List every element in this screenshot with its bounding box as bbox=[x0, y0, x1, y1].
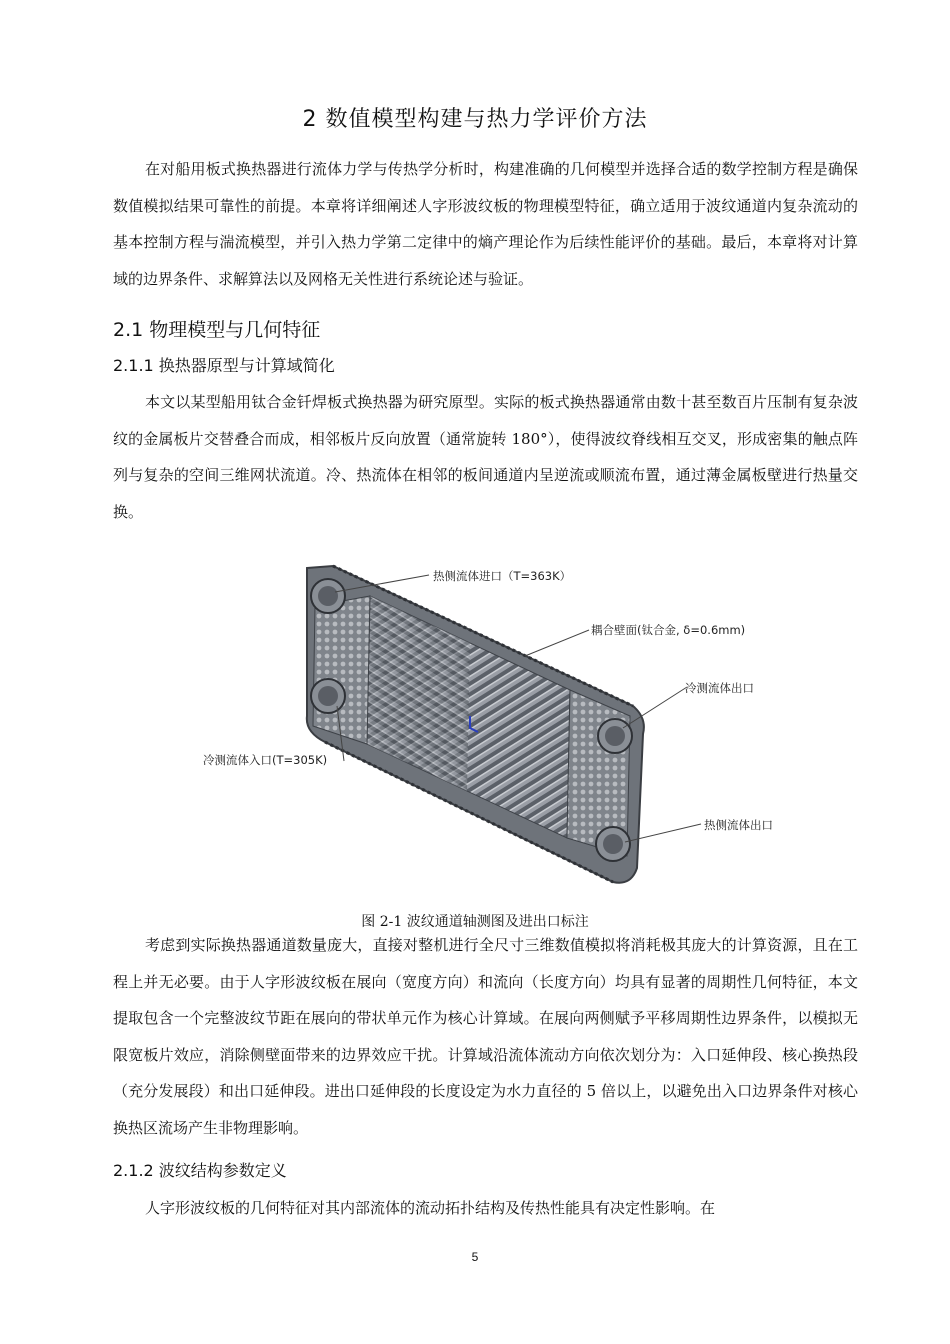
section-heading-2-1: 2.1 物理模型与几何特征 bbox=[113, 319, 321, 341]
port-hot-outlet bbox=[596, 827, 630, 861]
port-cold-inlet bbox=[311, 679, 345, 713]
label-cold-outlet: 冷测流体出口 bbox=[685, 681, 754, 695]
chapter-title: 2 数值模型构建与热力学评价方法 bbox=[302, 107, 648, 132]
subsection-heading-2-1-2: 2.1.2 波纹结构参数定义 bbox=[113, 1161, 287, 1180]
label-cold-inlet: 冷测流体入口(T=305K) bbox=[203, 753, 328, 767]
intro-paragraph: 在对船用板式换热器进行流体力学与传热学分析时，构建准确的几何模型并选择合适的数学控制方程是确保数值模拟结果可靠性的前提。本章将详细阐述人字形波纹板的物理模型特征，确立适用于波纹通道内复杂流动的基本控制方程与湍流模型，并引入热力学第二定律中的熵产理论作为后续性能评价的基础。最后，本章将对计算域的边界条件、求解算法以及网格无关性进行系统论述与验证。 bbox=[113, 160, 858, 288]
port-hot-inlet bbox=[311, 579, 345, 613]
corrugation-paragraph: 人字形波纹板的几何特征对其内部流体的流动拓扑结构及传热性能具有决定性影响。在 bbox=[145, 1199, 716, 1217]
domain-paragraph: 考虑到实际换热器通道数量庞大，直接对整机进行全尺寸三维数值模拟将消耗极其庞大的计算资源，且在工程上并无必要。由于人字形波纹板在展向（宽度方向）和流向（长度方向）均具有显著的周期性几何特征，本文提取包含一个完整波纹节距在展向的带状单元作为核心计算域。在展向两侧赋予平移周期性边界条件，以模拟无限宽板片效应，消除侧壁面带来的边界效应干扰。计算域沿流体流动方向依次划分为：入口延伸段、核心换热段（充分发展段）和出口延伸段。进出口延伸段的长度设定为水力直径的 5 倍以上，以避免出入口边界条件对核心换热区流场产生非物理影响。 bbox=[113, 936, 858, 1137]
label-hot-inlet: 热侧流体进口（T=363K） bbox=[433, 569, 572, 583]
plate-body bbox=[307, 566, 644, 883]
page-number: 5 bbox=[471, 1250, 479, 1264]
prototype-paragraph: 本文以某型船用钛合金钎焊板式换热器为研究原型。实际的板式换热器通常由数十甚至数百片压制有复杂波纹的金属板片交替叠合而成，相邻板片反向放置（通常旋转 180°），使得波纹脊线相互交叉，形成密集的触点阵列与复杂的空间三维网状流道。冷、热流体在相邻的板间通道内呈逆流或顺流布置，通过薄金属板壁进行热量交换。 bbox=[113, 393, 858, 521]
heat-exchanger-plate-illustration bbox=[195, 556, 795, 896]
subsection-heading-2-1-1: 2.1.1 换热器原型与计算域简化 bbox=[113, 356, 335, 375]
label-hot-outlet: 热侧流体出口 bbox=[704, 818, 773, 832]
label-coupled-wall: 耦合壁面(钛合金, δ=0.6mm) bbox=[591, 623, 746, 637]
port-cold-outlet bbox=[598, 719, 632, 753]
figure-2-1 bbox=[195, 556, 795, 896]
figure-caption: 图 2-1 波纹通道轴测图及进出口标注 bbox=[361, 914, 589, 930]
